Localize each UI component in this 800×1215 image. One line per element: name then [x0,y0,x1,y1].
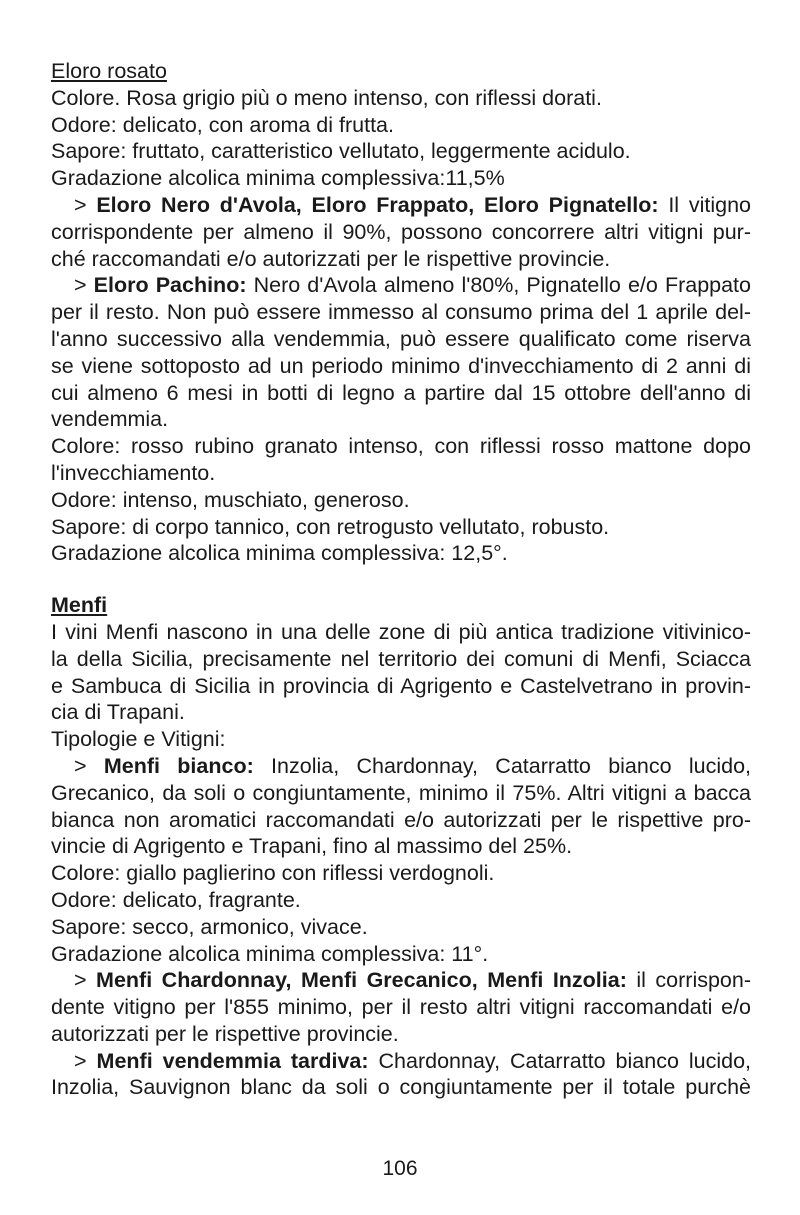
menfi-intro-2: la della Sicilia, precisamente nel territorio dei comuni di Menfi, Sciacca [51,646,751,671]
menfi-vendemmia-text: Chardonnay, Catarratto bianco lucido, [368,1048,752,1073]
menfi-bianco-sapore: Sapore: secco, armonico, vivace. [51,914,368,939]
eloro-pachino-line5: cui almeno 6 mesi in botti di legno a partire dal 15 ottobre dell'anno di [51,380,751,405]
menfi-chardonnay-line3: autorizzati per le rispettive provincie. [51,1021,399,1046]
entry-title-menfi-chardonnay: Menfi Chardonnay, Menfi Grecanico, Menfi Inzolia: [96,968,627,993]
menfi-bianco-line2: Grecanico, da soli o congiuntamente, minimo il 75%. Altri vitigni a bacca [51,780,751,805]
bullet-marker: > [74,753,104,778]
eloro-nero-line1 [51,192,751,219]
menfi-intro-3: e Sambuca di Sicilia in provincia di Agrigento e Castelvetrano in provin- [51,673,751,698]
eloro-rosato-gradazione: Gradazione alcolica minima complessiva:11,5% [51,166,505,191]
menfi-bianco-gradazione: Gradazione alcolica minima complessiva: 11°. [51,941,489,966]
bullet-marker: > [74,192,97,217]
menfi-bianco-odore: Odore: delicato, fragrante. [51,887,301,912]
bullet-marker: > [74,968,97,993]
eloro-pachino-colore-1: Colore: rosso rubino granato intenso, con riflessi rosso mattone dopo [51,434,751,459]
entry-title-menfi-vendemmia: Menfi vendemmia tardiva: [96,1048,369,1073]
eloro-pachino-gradazione: Gradazione alcolica minima complessiva: 12,5°. [51,541,508,566]
page-body [51,58,751,1101]
eloro-rosato-odore: Odore: delicato, con aroma di frutta. [51,112,394,137]
eloro-nero-line3: ché raccomandati e/o autorizzati per le rispettive provincie. [51,246,611,271]
entry-title-eloro-pachino: Eloro Pachino: [93,273,247,298]
eloro-pachino-line6: vendemmia. [51,407,169,432]
entry-title-menfi-bianco: Menfi bianco: [103,753,254,778]
menfi-chardonnay-line1 [51,967,751,994]
menfi-bianco-line1 [51,753,751,780]
section-heading-eloro-rosato: Eloro rosato [51,59,167,83]
eloro-pachino-line4: se viene sottoposto ad un periodo minimo d'invecchiamento di 2 anni di [51,353,751,378]
eloro-pachino-line1 [51,272,751,299]
bullet-marker: > [74,273,94,298]
menfi-vendemmia-line2: Inzolia, Sauvignon blanc da soli o congiuntamente per il totale purchè [51,1075,751,1100]
entry-title-eloro-nero: Eloro Nero d'Avola, Eloro Frappato, Eloro Pignatello: [96,192,659,217]
eloro-pachino-line2: per il resto. Non può essere immesso al consumo prima del 1 aprile del- [51,300,751,325]
eloro-nero-text: Il vitigno [658,192,751,217]
eloro-pachino-sapore: Sapore: di corpo tannico, con retrogusto vellutato, robusto. [51,514,610,539]
bullet-marker: > [74,1048,97,1073]
eloro-pachino-colore-2: l'invecchiamento. [51,460,216,485]
eloro-pachino-text: Nero d'Avola almeno l'80%, Pignatello e/o Frappato [246,273,751,298]
menfi-chardonnay-line2: dente vitigno per l'855 minimo, per il resto altri vitigni raccomandati e/o [51,995,751,1020]
menfi-bianco-line3: bianca non aromatici raccomandati e/o autorizzati per le rispettive pro- [51,807,751,832]
eloro-nero-line2: corrispondente per almeno il 90%, possono concorrere altri vitigni pur- [51,219,751,244]
section-heading-menfi: Menfi [51,593,108,618]
menfi-intro-1: I vini Menfi nascono in una delle zone di più antica tradizione vitivinico- [51,619,751,644]
page-number: 106 [382,1157,418,1180]
eloro-pachino-odore: Odore: intenso, muschiato, generoso. [51,487,410,512]
menfi-chardonnay-text: il corrispon- [626,968,752,993]
menfi-tipologie: Tipologie e Vitigni: [51,727,226,752]
menfi-bianco-text: Inzolia, Chardonnay, Catarratto bianco lucido, [253,753,751,778]
menfi-intro-4: cia di Trapani. [51,700,185,725]
eloro-pachino-line3: l'anno successivo alla vendemmia, può essere qualificato come riserva [51,326,751,351]
eloro-rosato-colore: Colore. Rosa grigio più o meno intenso, con riflessi dorati. [51,85,602,110]
menfi-bianco-colore: Colore: giallo paglierino con riflessi verdognoli. [51,861,495,886]
menfi-bianco-line4: vincie di Agrigento e Trapani, fino al massimo del 25%. [51,834,573,859]
menfi-vendemmia-line1 [51,1048,751,1075]
eloro-rosato-sapore: Sapore: fruttato, caratteristico vellutato, leggermente acidulo. [51,139,631,164]
section-gap [51,567,751,592]
